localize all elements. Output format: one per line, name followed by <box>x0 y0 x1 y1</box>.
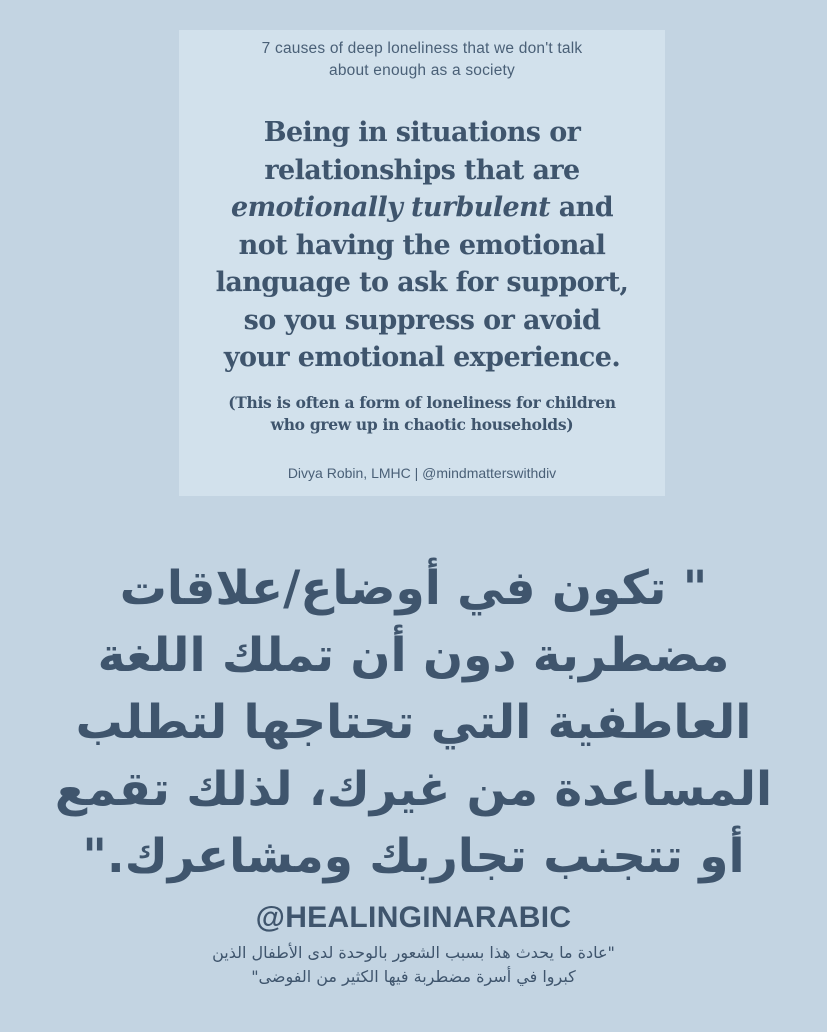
quote-line: not having the emotional <box>238 229 606 261</box>
quote-line: so you suppress or avoid <box>243 304 601 336</box>
quote-line: your emotional experience. <box>223 342 621 373</box>
eyebrow-line: 7 causes of deep loneliness that we don't talk <box>261 40 583 57</box>
card-eyebrow <box>179 38 665 82</box>
aside-line: (This is often a form of loneliness for children <box>228 393 616 412</box>
arabic-line: المساعدة من غيرك، لذلك تقمع <box>54 762 773 817</box>
quote-line: Being in situations or <box>263 117 581 148</box>
eyebrow-line: about enough as a society <box>329 62 515 79</box>
quote-card <box>179 30 665 496</box>
quote-emphasis: emotionally turbulent <box>230 192 550 223</box>
quote-line: relationships that are <box>264 154 580 186</box>
quote-line <box>179 189 665 227</box>
arabic-line: أو تتجنب تجاربك ومشاعرك." <box>82 829 745 884</box>
arabic-line: مضطربة دون أن تملك اللغة <box>97 628 730 683</box>
arabic-line: العاطفية التي تحتاجها لتطلب <box>75 695 752 750</box>
arabic-note-line: كبروا في أسرة مضطربة فيها الكثير من الفوضى" <box>251 967 576 986</box>
quote-line-rest: and <box>549 192 613 223</box>
card-aside <box>179 392 665 436</box>
card-quote <box>179 114 665 377</box>
arabic-note-line: "عادة ما يحدث هذا بسبب الشعور بالوحدة لدى الأطفال الذين <box>212 943 615 962</box>
arabic-note <box>0 941 827 989</box>
aside-line: who grew up in chaotic households) <box>270 415 574 434</box>
account-handle: @HEALINGINARABIC <box>255 901 572 934</box>
quote-line: language to ask for support, <box>215 267 629 298</box>
card-credit: Divya Robin, LMHC | @mindmatterswithdiv <box>287 465 557 481</box>
arabic-translation <box>40 555 787 890</box>
arabic-line: " تكون في أوضاع/علاقات <box>119 561 708 616</box>
